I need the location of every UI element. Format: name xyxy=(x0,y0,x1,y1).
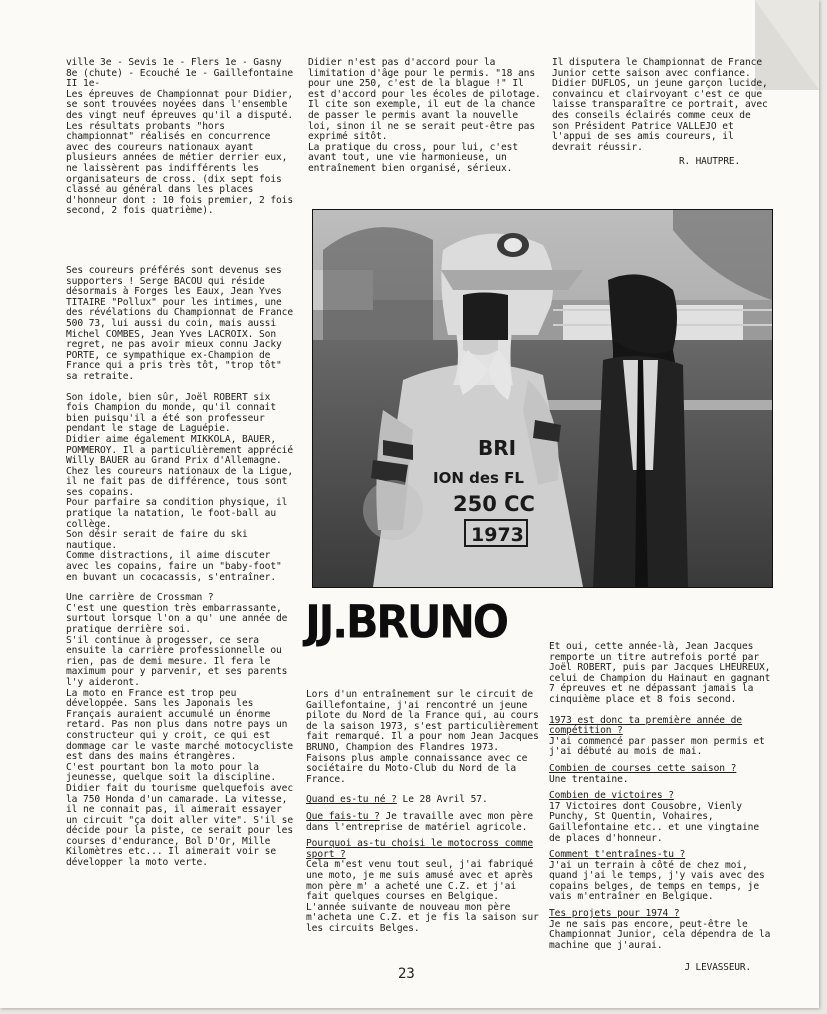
col3-bottom-intro: Et oui, cette année-là, Jean Jacques remporte un titre autrefois porté par Joël ROBERT, puis par Jacques LHEUREUX, celui de Champion du Hainaut en gagnant 7 épreuves et ne dépassant jamais la cinquième place et 8 fois second. xyxy=(549,641,771,705)
col2-bottom-intro: Lors d'un entraînement sur le circuit de Gaillefontaine, j'ai rencontré un jeune pilote du Nord de la France qui, au cours de la saison 1973, s'est particulièrement fait remarqué. Il a pour nom Jean Jacques BRUNO, Champion des Flandres 1973. Faisons plus ample connaissance avec ce sociétaire du Moto-Club du Nord de la France. xyxy=(306,689,539,785)
interview-question: Combien de courses cette saison ? xyxy=(549,762,737,774)
col1-paragraph: Ses coureurs préférés sont devenus ses supporters ! Serge BACOU qui réside désormais à Forges les Eaux, Jean Yves TITAIRE "Pollux" pour les intimes, une des révélations du Championnat de France 500 73, lui aussi du coin, mais aussi Michel COMBES, Jean Yves LACROIX. Son regret, ne pas avoir mieux connu Jacky PORTE, ce sympathique ex-Champion de France qui a pris très tôt, "trop tôt" sa retraite. xyxy=(66,265,294,382)
interview-question: Pourquoi as-tu choisi le motocross comme sport ? xyxy=(306,838,534,860)
col2-top-text: Didier n'est pas d'accord pour la limitation d'âge pour le permis. "18 ans pour une 250, c'est de la blague !" Il est d'accord pour les écoles de pilotage. Il cite son exemple, il eut de la chance de passer le permis avant la nouvelle loi, sinon il ne se serait peut-être pas exprimé sitôt. La pratique du cross, pour lui, c'est avant tout, une vie harmonieuse, un entraînement bien organisé, sérieux. xyxy=(308,57,541,174)
jersey-text: BRI xyxy=(478,436,517,460)
col1-paragraph: Une carrière de Crossman ? C'est une question très embarrassante, surtout lorsque l'on a qu' une année de pratique derrière soi. S'il continue à progesser, ce sera ensuite la carrière professionnelle ou rien, pas de demi mesure. Il fera le maximum pour y parvenir, et ses parents l'y aideront. La moto en France est trop peu développée. Sans les Japonais les Français auraient accumulé un énorme retard. Pas non plus dans notre pays un constructeur qui y croit, ce qui est dommage car le vaste marché motocycliste est dans des mains étrangères. C'est pourtant bon la moto pour la jeunesse, quelque soit la discipline. Didier fait du tourisme quelquefois avec la 750 Honda d'un camarade. La vitesse, il ne connait pas, il aimerait essayer un circuit "ça doit aller vite". S'il se décide pour la piste, ce serait pour les courses d'endurance, Bol D'Or, Mille Kilomètres etc... Il aimerait voir se développer la moto verte. xyxy=(66,592,294,869)
interview-question: Combien de victoires ? xyxy=(549,790,674,802)
jersey-text: ION des FL xyxy=(433,469,524,487)
interview-question: Comment t'entraînes-tu ? xyxy=(549,849,686,861)
col3-top-text: Il disputera le Championnat de France Junior cette saison avec confiance. Didier DUFLOS, un jeune garçon lucide, convaincu et clairvoyant c'est ce que laisse transparaître ce portrait, avec des conseils éclairés comme ceux de son Président Patrice VALLEJO et l'appui de ses amis coureurs, il devrait réussir. xyxy=(552,57,768,153)
interview-item xyxy=(549,716,771,758)
jersey-text: 1973 xyxy=(471,524,524,546)
column-1-body xyxy=(66,266,298,879)
interview-question: Tes projets pour 1974 ? xyxy=(549,908,680,920)
interview-item xyxy=(549,909,771,951)
column-3-top xyxy=(552,58,770,168)
interview-answer: 17 Victoires dont Cousobre, Vienly Punchy, St Quentin, Vohaires, Gaillefontaine etc.. et une vingtaine de places d'honneur. xyxy=(549,800,760,844)
interview-item xyxy=(549,850,771,903)
author-signature: J LEVASSEUR. xyxy=(684,962,751,974)
interview-item xyxy=(306,795,542,806)
column-1-intro xyxy=(66,58,298,217)
interview-item xyxy=(306,812,542,833)
column-3-bottom xyxy=(549,642,771,974)
jersey-text: 250 CC xyxy=(453,492,535,516)
interview-answer: Je travaille avec mon père dans l'entreprise de matériel agricole. xyxy=(306,810,534,833)
interview-answer: Je ne sais pas encore, peut-être le Championnat Junior, cela dépendra de la machine que j'aurai. xyxy=(549,918,771,951)
interview-item xyxy=(549,791,771,844)
col1-paragraph: Son idole, bien sûr, Joël ROBERT six fois Champion du monde, qu'il connait bien puisqu'il a été son professeur pendant le stage de Laguépie. Didier aime également MIKKOLA, BAUER, POMMEROY. Il a particulièrement apprécié Willy BAUER au Grand Prix d'Allemagne. Chez les coureurs nationaux de la Ligue, il ne fait pas de différence, tous sont ses copains. Pour parfaire sa condition physique, il pratique la natation, le foot-ball au collège. Son désir serait de faire du ski nautique. Comme distractions, il aime discuter avec les copains, faire un "baby-foot" en buvant un cocacassis, s'entraîner. xyxy=(66,391,294,583)
interview-question: 1973 est donc ta première année de compétition ? xyxy=(549,714,742,737)
interview-answer: J'ai commencé par passer mon permis et j'ai débuté au mois de mai. xyxy=(549,735,765,758)
col1-intro-text: ville 3e - Sevis 1e - Flers 1e - Gasny 8e (chute) - Ecouché 1e - Gaillefontaine II 1e- Les épreuves de Championnat pour Didier, se sont trouvées noyées dans l'ensemble des vingt neuf épreuves qu'il a disputé. Les résultats probants "hors championnat" réalisés en concurrence avec des coureurs nationaux ayant plusieurs années de métier derrier eux, ne laissèrent pas indifférents les organisateurs de cross. (dix sept fois classé au général dans les places d'honneur dont : 10 fois premier, 2 fois second, 2 fois quatrième). xyxy=(66,57,294,217)
interview-answer: Une trentaine. xyxy=(549,773,629,785)
interview-item xyxy=(549,764,771,785)
page-number: 23 xyxy=(398,966,415,982)
rider-photo xyxy=(312,209,773,588)
interview-answer: Cela m'est venu tout seul, j'ai fabriqué une moto, je me suis amusé avec et après mon père m' a acheté une C.Z. et j'ai fait quelques courses en Belgique. L'année suivante de nouveau mon père m'acheta une C.Z. et je fis la saison sur les circuits Belges. xyxy=(306,859,539,934)
interview-question: Que fais-tu ? xyxy=(306,810,380,822)
interview-item xyxy=(306,839,542,934)
column-2-bottom xyxy=(306,690,542,934)
interview-answer: Le 28 Avril 57. xyxy=(402,794,488,806)
column-2-top xyxy=(308,58,542,175)
interview-answer: J'ai un terrain à côté de chez moi, quand j'ai le temps, j'y vais avec des copains belges, de temps en temps, je vais m'entraîner en Belgique. xyxy=(549,859,765,903)
author-signature: R. HAUTPRE. xyxy=(679,156,740,168)
interview-question: Quand es-tu né ? xyxy=(306,794,397,806)
photo-illustration xyxy=(313,210,772,587)
article-headline: JJ.BRUNO xyxy=(305,596,507,650)
